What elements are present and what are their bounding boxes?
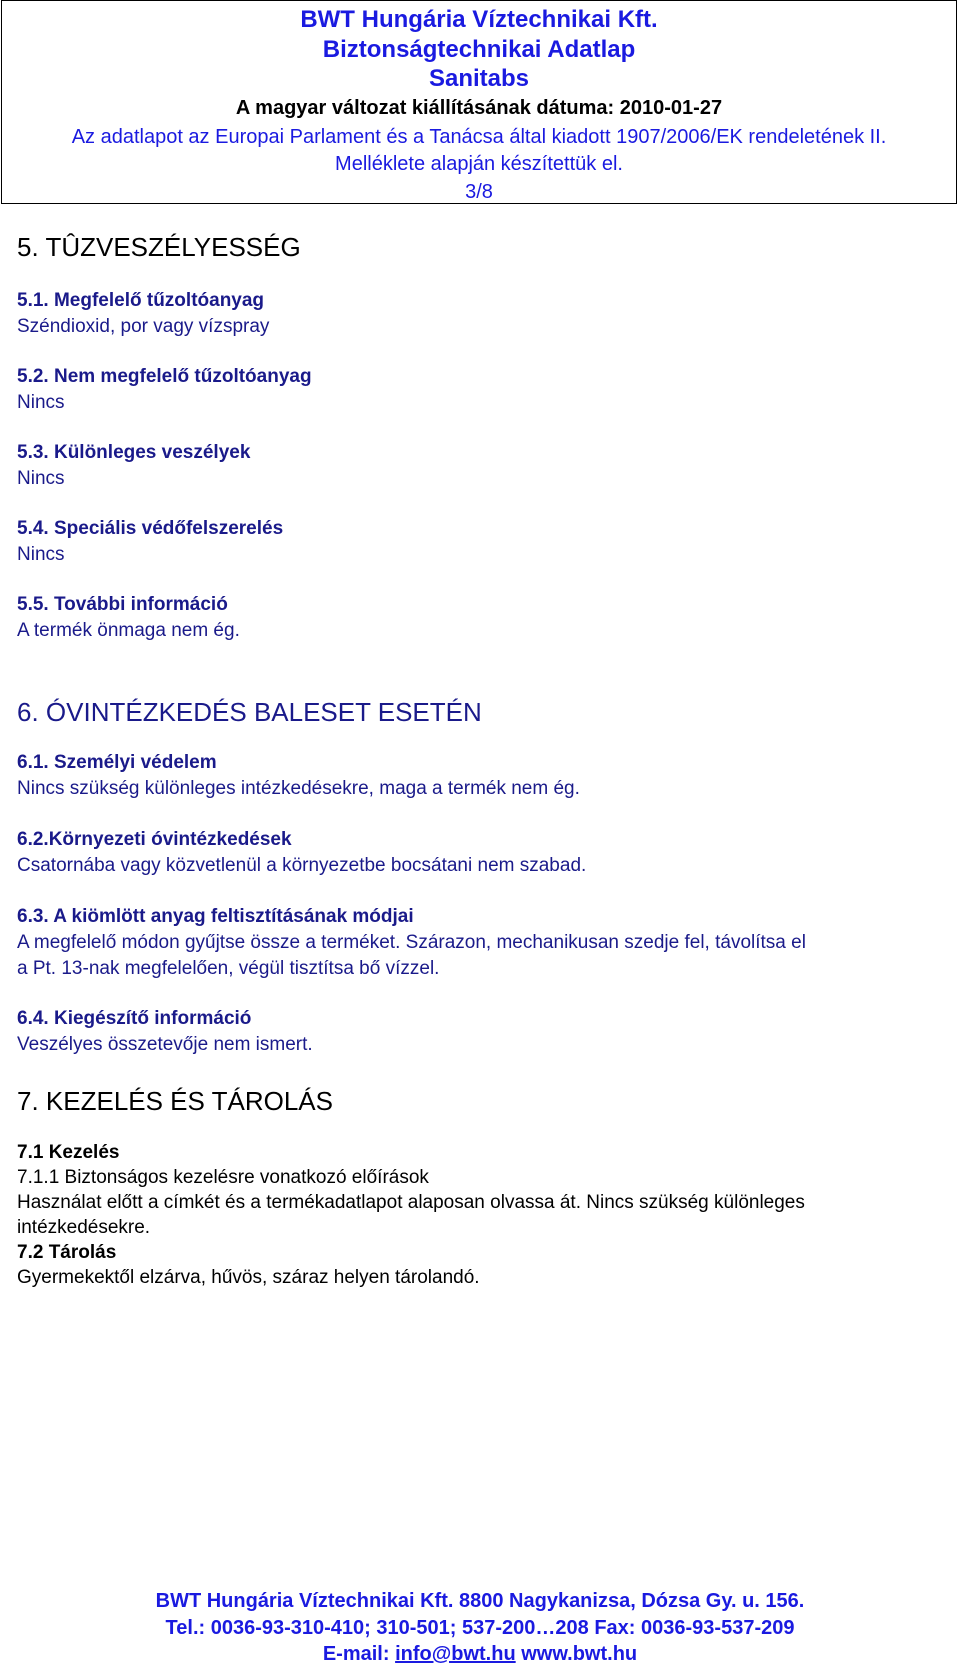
section-7-1-text-line-1: Használat előtt a címkét és a termékadatlapot alaposan olvassa át. Nincs szükség különleges: [17, 1192, 805, 1213]
company-name: BWT Hungária Víztechnikai Kft.: [300, 6, 658, 33]
footer-email-label: E-mail:: [322, 1643, 390, 1665]
section-6-1-text: Nincs szükség különleges intézkedésekre, maga a termék nem ég.: [17, 778, 580, 799]
section-6-4-text: Veszélyes összetevője nem ismert.: [17, 1034, 313, 1055]
issue-date: A magyar változat kiállításának dátuma: 2010-01-27: [235, 97, 723, 119]
section-6-heading: 6. ÓVINTÉZKEDÉS BALESET ESETÉN: [17, 697, 482, 727]
section-5-3-text: Nincs: [17, 468, 65, 489]
section-5-2-heading: 5.2. Nem megfelelő tűzoltóanyag: [17, 366, 312, 387]
footer-address: BWT Hungária Víztechnikai Kft. 8800 Nagykanizsa, Dózsa Gy. u. 156.: [155, 1590, 805, 1612]
section-5-3-heading: 5.3. Különleges veszélyek: [17, 442, 251, 463]
section-6-3-text-line-1: A megfelelő módon gyűjtse össze a terméket. Szárazon, mechanikusan szedje fel, távolítsa el: [17, 932, 806, 953]
section-6-2-heading: 6.2.Környezeti óvintézkedések: [17, 829, 292, 850]
section-6-1-heading: 6.1. Személyi védelem: [17, 752, 217, 773]
section-5-5-text: A termék önmaga nem ég.: [17, 620, 240, 641]
section-7-2-text: Gyermekektől elzárva, hűvös, száraz helyen tárolandó.: [17, 1267, 480, 1288]
section-5-heading: 5. TÛZVESZÉLYESSÉG: [17, 232, 301, 262]
footer-contact: [0, 1643, 960, 1666]
footer-website[interactable]: www.bwt.hu: [521, 1643, 638, 1665]
section-5-2-text: Nincs: [17, 392, 65, 413]
section-6-4-heading: 6.4. Kiegészítő információ: [17, 1008, 252, 1029]
footer-email-link[interactable]: info@bwt.hu: [395, 1643, 516, 1665]
section-7-1-text-line-2: intézkedésekre.: [17, 1217, 151, 1238]
page-number: 3/8: [465, 181, 493, 203]
document-type: Biztonságtechnikai Adatlap: [322, 36, 636, 63]
document-header: [1, 0, 957, 204]
product-name: Sanitabs: [428, 65, 530, 92]
regulation-line-2: Melléklete alapján készítettük el.: [335, 153, 623, 175]
section-7-2-heading: 7.2 Tárolás: [17, 1242, 117, 1263]
section-5-4-heading: 5.4. Speciális védőfelszerelés: [17, 518, 284, 539]
section-6-3-heading: 6.3. A kiömlött anyag feltisztításának módjai: [17, 906, 414, 927]
section-7-heading: 7. KEZELÉS ÉS TÁROLÁS: [17, 1086, 333, 1116]
section-5-1-text: Széndioxid, por vagy vízspray: [17, 316, 270, 337]
section-5-4-text: Nincs: [17, 544, 65, 565]
section-7-1-heading: 7.1 Kezelés: [17, 1142, 120, 1163]
section-6-3-text-line-2: a Pt. 13-nak megfelelően, végül tisztítsa bő vízzel.: [17, 958, 440, 979]
footer-phones: Tel.: 0036-93-310-410; 310-501; 537-200…208 Fax: 0036-93-537-209: [165, 1617, 795, 1639]
section-6-2-text: Csatornába vagy közvetlenül a környezetbe bocsátani nem szabad.: [17, 855, 587, 876]
section-7-1-1-heading: 7.1.1 Biztonságos kezelésre vonatkozó előírások: [17, 1167, 429, 1188]
section-5-5-heading: 5.5. További információ: [17, 594, 228, 615]
section-5-1-heading: 5.1. Megfelelő tűzoltóanyag: [17, 290, 265, 311]
regulation-line-1: Az adatlapot az Europai Parlament és a Tanácsa által kiadott 1907/2006/EK rendeletének II.: [71, 126, 887, 148]
